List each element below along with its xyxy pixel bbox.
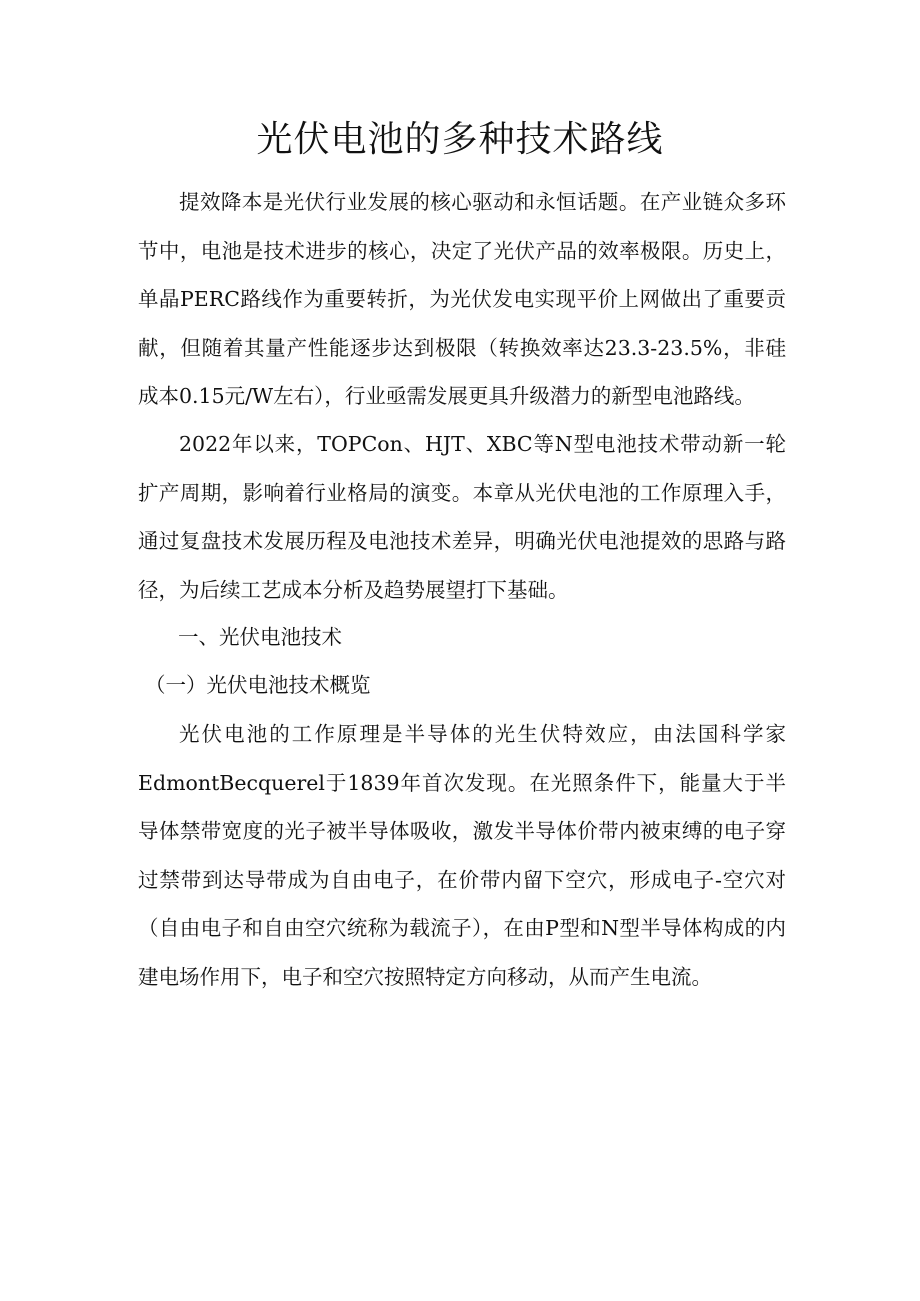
subsection-heading: （一）光伏电池技术概览 <box>145 673 371 697</box>
paragraph-intro: 提效降本是光伏行业发展的核心驱动和永恒话题。在产业链众多环节中，电池是技术进步的核心，决定了光伏产品的效率极限。历史上，单晶PERC路线作为重要转折，为光伏发电实现平价上网做出了重要贡献，但随着其量产性能逐步达到极限（转换效率达23.3-23.5%，非硅成本0.15元/W左右），行业亟需发展更具升级潜力的新型电池路线。 <box>138 190 786 408</box>
section-heading: 一、光伏电池技术 <box>178 625 342 649</box>
paragraph-n-type-cells: 2022年以来，TOPCon、HJT、XBC等N型电池技术带动新一轮扩产周期，影响着行业格局的演变。本章从光伏电池的工作原理入手，通过复盘技术发展历程及电池技术差异，明确光伏电池提效的思路与路径，为后续工艺成本分析及趋势展望打下基础。 <box>138 432 786 602</box>
document-title: 光伏电池的多种技术路线 <box>256 119 664 160</box>
paragraph-working-principle: 光伏电池的工作原理是半导体的光生伏特效应，由法国科学家EdmontBecquerel于1839年首次发现。在光照条件下，能量大于半导体禁带宽度的光子被半导体吸收，激发半导体价带内被束缚的电子穿过禁带到达导带成为自由电子，在价带内留下空穴，形成电子-空穴对（自由电子和自由空穴统称为载流子），在由P型和N型半导体构成的内建电场作用下，电子和空穴按照特定方向移动，从而产生电流。 <box>138 722 786 989</box>
